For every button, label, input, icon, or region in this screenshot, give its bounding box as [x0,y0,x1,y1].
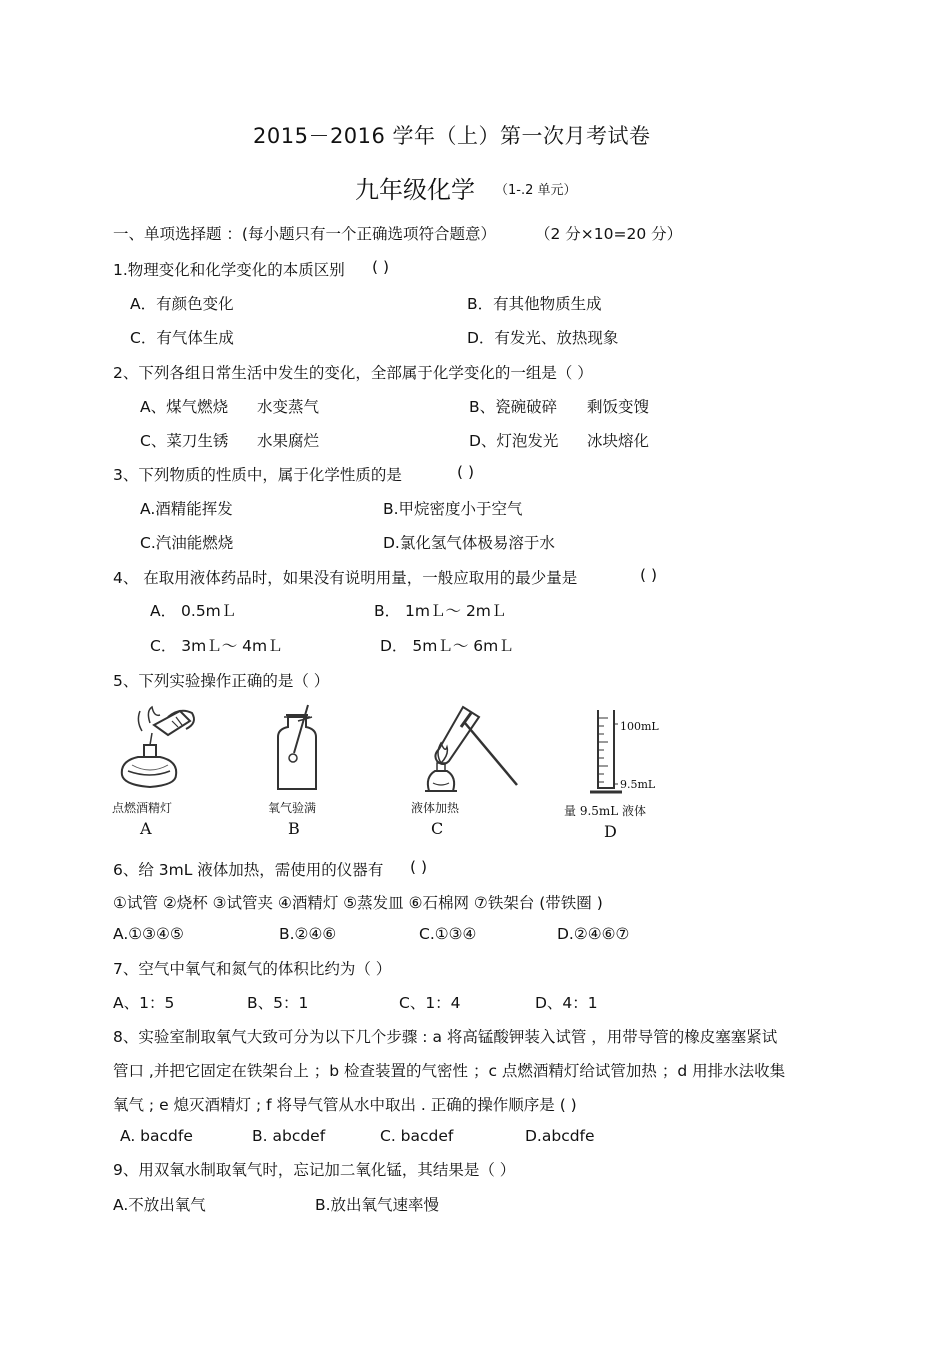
q5-stem: 5、下列实验操作正确的是（ ） [113,672,330,690]
q4-stem: 4、 在取用液体药品时，如果没有说明用量，一般应取用的最少量是 [113,569,578,587]
q5-figure-b-caption: 氧气验满 [268,801,317,815]
q8-stem-line-2: 管口 ,并把它固定在铁架台上 ；b 检查装置的气密性 ；c 点燃酒精灯给试管加热 ；d 用排水法收集 [113,1062,786,1080]
q2-option-a-2: 水变蒸气 [257,398,320,416]
q2-stem: 2、下列各组日常生活中发生的变化，全部属于化学变化的一组是（ ） [113,364,593,382]
q5-figure-a-caption: 点燃酒精灯 [112,801,173,815]
q8-stem-line-3: 氧气 ; e 熄灭酒精灯 ; f 将导气管从水中取出 . 正确的操作顺序是 ( ) [113,1096,577,1114]
q5-figure-a-letter: A [140,819,152,838]
q5-figure-c-caption: 液体加热 [411,801,460,815]
q2-option-d-2: 冰块熔化 [587,432,650,450]
q1-option-c: C．有气体生成 [130,329,234,347]
q4-answer-blank: ( ) [640,566,658,584]
q2-option-c-2: 水果腐烂 [257,432,320,450]
q3-option-d: D.氯化氢气体极易溶于水 [383,534,555,552]
q7-option-c: C、1：4 [399,994,461,1012]
q8-option-c: C. bacdef [380,1127,454,1145]
q4-option-c: C． 3mＬ～ 4mＬ [150,637,283,655]
q8-stem-line-1: 8、实验室制取氧气大致可分为以下几个步骤 : a 将高锰酸钾装入试管 ，用带导管的橡皮塞塞紧试 [113,1028,778,1046]
test-tube-heating-icon [405,703,525,798]
q6-option-c: C.①③④ [419,925,477,943]
q2-option-d-1: D、灯泡发光 [469,432,559,450]
q4-option-b: B． 1mＬ～ 2mＬ [374,602,507,620]
q2-option-b-2: 剩饭变馊 [587,398,650,416]
alcohol-lamp-lighting-icon [110,703,210,798]
q1-option-b: B．有其他物质生成 [467,295,602,313]
q9-option-b: B.放出氧气速率慢 [315,1196,440,1214]
q5-figure-d [560,706,670,846]
q4-option-a: A． 0.5mＬ [150,602,237,620]
q3-option-a: A.酒精能挥发 [140,500,233,518]
q5-figure-b [262,703,362,843]
q5-figure-a [110,703,210,843]
cylinder-top-mark: 100mL [620,720,659,733]
exam-unit-range: （1-.2 单元） [495,183,577,198]
section-heading: 一、单项选择题 ：(每小题只有一个正确选项符合题意） [113,225,496,243]
q8-option-b: B. abcdef [252,1127,326,1145]
q7-option-b: B、5：1 [247,994,309,1012]
q6-answer-blank: ( ) [410,858,428,876]
q6-option-d: D.②④⑥⑦ [557,925,630,943]
q7-option-a: A、1：5 [113,994,175,1012]
cylinder-low-mark: 9.5mL [620,778,656,791]
q8-option-d: D.abcdfe [525,1127,595,1145]
q2-option-b-1: B、瓷碗破碎 [469,398,558,416]
section-score: （2 分×10=20 分） [535,225,683,243]
q3-option-c: C.汽油能燃烧 [140,534,234,552]
q6-option-b: B.②④⑥ [279,925,337,943]
q6-stem: 6、给 3mL 液体加热，需使用的仪器有 [113,861,384,879]
q7-stem: 7、空气中氧气和氮气的体积比约为（ ） [113,960,392,978]
q1-option-d: D．有发光、放热现象 [467,329,619,347]
q8-option-a: A. bacdfe [120,1127,193,1145]
q5-figure-c [405,703,525,843]
q6-option-a: A.①③④⑤ [113,925,184,943]
q1-option-a: A．有颜色变化 [130,295,234,313]
q1-stem: 1.物理变化和化学变化的本质区别 [113,261,345,279]
q9-option-a: A.不放出氧气 [113,1196,206,1214]
exam-title: 2015－2016 学年（上）第一次月考试卷 [253,124,651,148]
q2-option-a-1: A、煤气燃烧 [140,398,229,416]
q5-figure-d-caption: 量 9.5mL 液体 [564,804,647,818]
q7-option-d: D、4：1 [535,994,598,1012]
q6-instrument-list: ①试管 ②烧杯 ③试管夹 ④酒精灯 ⑤蒸发皿 ⑥石棉网 ⑦铁架台 (带铁圈 ) [113,894,603,912]
q4-option-d: D． 5mＬ～ 6mＬ [380,637,514,655]
q3-option-b: B.甲烷密度小于空气 [383,500,523,518]
q1-answer-blank: ( ) [372,258,390,276]
q2-option-c-1: C、菜刀生锈 [140,432,229,450]
q5-figure-b-letter: B [288,819,300,838]
exam-subtitle: 九年级化学 [355,176,475,204]
q5-figure-c-letter: C [431,819,444,838]
gas-bottle-test-icon [262,703,362,798]
q3-answer-blank: ( ) [457,463,475,481]
q9-stem: 9、用双氧水制取氧气时，忘记加二氧化锰，其结果是（ ） [113,1161,516,1179]
q5-figure-d-letter: D [604,822,617,841]
q3-stem: 3、下列物质的性质中，属于化学性质的是 [113,466,402,484]
